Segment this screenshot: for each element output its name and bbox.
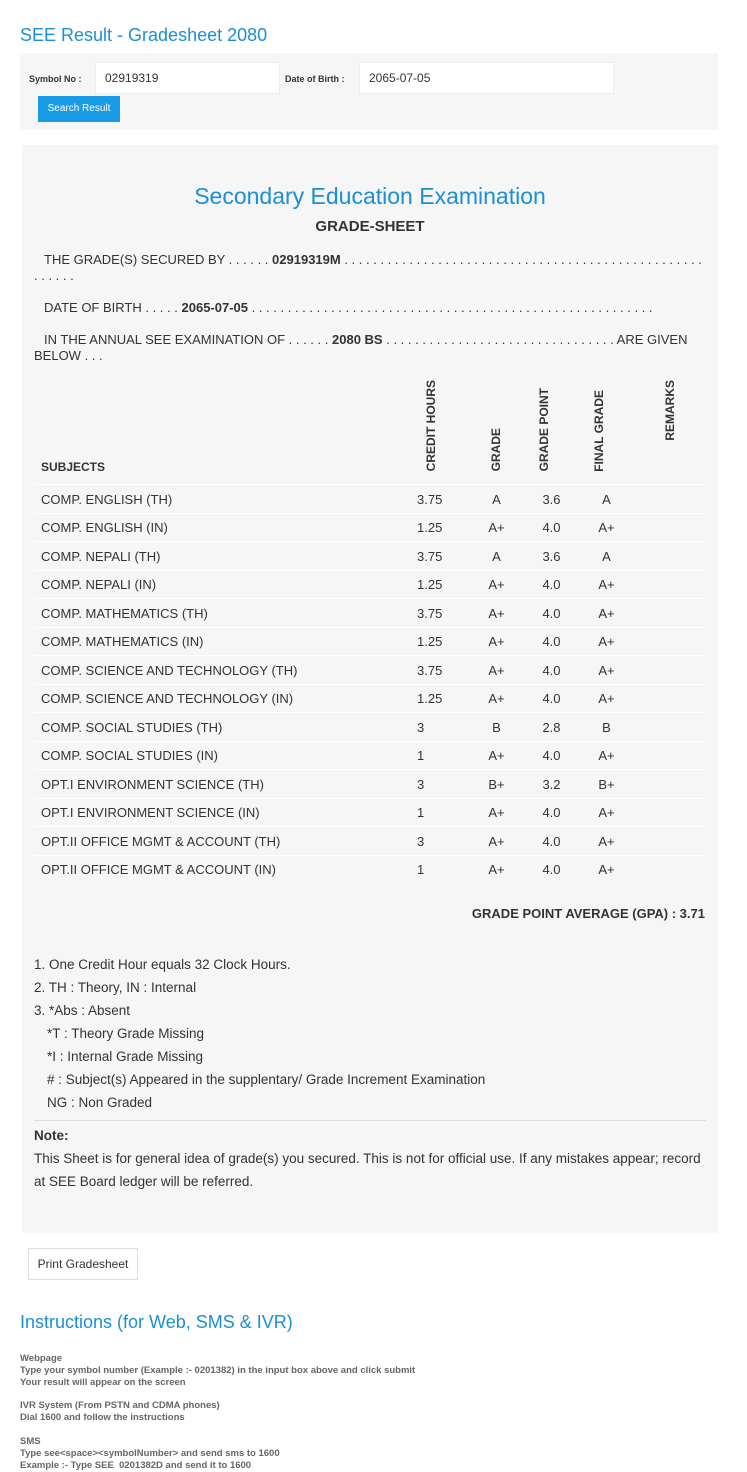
symbol-label: Symbol No : (29, 74, 82, 84)
dob-value: 2065-07-05 (181, 300, 248, 315)
instructions-sms (20, 1436, 747, 1472)
final-grade-cell: B (579, 713, 634, 742)
subject-cell: COMP. MATHEMATICS (TH) (34, 599, 409, 628)
grade-cell: A+ (469, 570, 524, 599)
final-grade-cell: A+ (579, 827, 634, 856)
search-form (20, 53, 718, 130)
table-row (34, 627, 706, 656)
table-row (34, 570, 706, 599)
subject-cell: OPT.I ENVIRONMENT SCIENCE (IN) (34, 798, 409, 827)
grade-point-cell: 4.0 (524, 741, 579, 770)
grade-cell: B (469, 713, 524, 742)
credit-cell: 3 (409, 827, 469, 856)
final-grade-cell: A+ (579, 513, 634, 542)
remarks-cell (634, 627, 706, 656)
subject-cell: COMP. ENGLISH (TH) (34, 485, 409, 514)
subject-cell: COMP. SCIENCE AND TECHNOLOGY (IN) (34, 684, 409, 713)
note-item: 3. *Abs : Absent (34, 1002, 131, 1018)
instruction-line: Dial 1600 and follow the instructions (20, 1411, 185, 1423)
remarks-cell (634, 656, 706, 685)
subject-cell: OPT.II OFFICE MGMT & ACCOUNT (TH) (34, 827, 409, 856)
grades-table (34, 376, 706, 884)
final-grade-cell: A+ (579, 798, 634, 827)
grade-cell: A+ (469, 798, 524, 827)
note-title: Note: (34, 1127, 69, 1143)
final-grade-cell: A (579, 542, 634, 571)
remarks-cell (634, 827, 706, 856)
note-item: # : Subject(s) Appeared in the supplentary/ Grade Increment Examination (47, 1071, 486, 1087)
credit-cell: 1 (409, 855, 469, 884)
note-item: 2. TH : Theory, IN : Internal (34, 979, 197, 995)
grade-point-cell: 3.6 (524, 542, 579, 571)
subject-cell: OPT.II OFFICE MGMT & ACCOUNT (IN) (34, 855, 409, 884)
grade-point-cell: 4.0 (524, 513, 579, 542)
table-row (34, 599, 706, 628)
credit-cell: 3.75 (409, 599, 469, 628)
grade-cell: A+ (469, 627, 524, 656)
grade-point-cell: 2.8 (524, 713, 579, 742)
subject-cell: COMP. NEPALI (IN) (34, 570, 409, 599)
grade-cell: A (469, 542, 524, 571)
instruction-line: Webpage (20, 1352, 63, 1364)
grade-point-cell: 4.0 (524, 684, 579, 713)
divider (34, 1120, 706, 1121)
subject-cell: COMP. MATHEMATICS (IN) (34, 627, 409, 656)
header-subjects: SUBJECTS (41, 460, 106, 475)
subject-cell: OPT.I ENVIRONMENT SCIENCE (TH) (34, 770, 409, 799)
header-credit-hours: CREDIT HOURS (424, 380, 438, 472)
remarks-cell (634, 513, 706, 542)
dob-line: DATE OF BIRTH . . . . . 2065-07-05 . . . . . . . . . . . . . . . . . . . . . . . . . . . . . . . . . . . . . . . . . . . . . . . . . . . . . . . . (44, 300, 653, 315)
dob-prefix: DATE OF BIRTH . . . . . (44, 300, 178, 315)
grade-cell: A+ (469, 656, 524, 685)
final-grade-cell: A+ (579, 570, 634, 599)
credit-cell: 1 (409, 798, 469, 827)
credit-cell: 1.25 (409, 513, 469, 542)
instruction-line: IVR System (From PSTN and CDMA phones) (20, 1399, 220, 1411)
gradesheet-card (22, 145, 718, 1233)
exam-suffix: . . . . . . . . . . . . . . . . . . . . . . . . . . . . . . . . ARE GIVEN BELOW . . . (34, 332, 688, 363)
grade-point-cell: 3.2 (524, 770, 579, 799)
note-item: 1. One Credit Hour equals 32 Clock Hours. (34, 956, 291, 972)
secured-prefix: THE GRADE(S) SECURED BY . . . . . . (44, 252, 269, 267)
grade-cell: B+ (469, 770, 524, 799)
instruction-line: Type see<space><symbolNumber> and send sms to 1600 (20, 1447, 280, 1459)
remarks-cell (634, 741, 706, 770)
subject-cell: COMP. SOCIAL STUDIES (IN) (34, 741, 409, 770)
table-row (34, 770, 706, 799)
table-row (34, 684, 706, 713)
disclaimer (34, 1124, 706, 1193)
grade-cell: A+ (469, 827, 524, 856)
instruction-line: SMS (20, 1435, 41, 1447)
final-grade-cell: A+ (579, 627, 634, 656)
final-grade-cell: A+ (579, 741, 634, 770)
remarks-cell (634, 542, 706, 571)
header-final-grade: FINAL GRADE (591, 389, 606, 472)
secured-value: 02919319M (272, 252, 341, 267)
header-grade-point: GRADE POINT (536, 388, 551, 472)
subject-cell: COMP. SOCIAL STUDIES (TH) (34, 713, 409, 742)
instruction-line: Type your symbol number (Example :- 0201382) in the input box above and click submit (20, 1364, 416, 1376)
grade-cell: A+ (469, 599, 524, 628)
final-grade-cell: A+ (579, 855, 634, 884)
remarks-cell (634, 713, 706, 742)
header-remarks: REMARKS (662, 380, 677, 441)
grade-cell: A (469, 485, 524, 514)
sheet-subtitle: GRADE-SHEET (315, 218, 425, 235)
table-row (34, 513, 706, 542)
instruction-line: Your result will appear on the screen (20, 1376, 186, 1388)
credit-cell: 1.25 (409, 684, 469, 713)
remarks-cell (634, 570, 706, 599)
exam-prefix: IN THE ANNUAL SEE EXAMINATION OF . . . . . . (44, 332, 329, 347)
table-row (34, 485, 706, 514)
subject-cell: COMP. ENGLISH (IN) (34, 513, 409, 542)
exam-line (34, 332, 706, 364)
note-item: *I : Internal Grade Missing (47, 1048, 204, 1064)
final-grade-cell: B+ (579, 770, 634, 799)
grade-point-cell: 4.0 (524, 855, 579, 884)
grade-point-cell: 4.0 (524, 656, 579, 685)
grade-point-cell: 4.0 (524, 827, 579, 856)
credit-cell: 1 (409, 741, 469, 770)
secured-by-line: THE GRADE(S) SECURED BY . . . . . . 02919319M . . . . . . . . . . . . . . . . . . . . . . . . . . . . . . . . . . . . . . . . . . . . . . . . . . . . . . . . (34, 252, 702, 283)
instructions-ivr (20, 1400, 747, 1424)
remarks-cell (634, 599, 706, 628)
credit-cell: 3.75 (409, 485, 469, 514)
legend-notes (34, 953, 706, 1114)
table-row (34, 798, 706, 827)
remarks-cell (634, 855, 706, 884)
subject-cell: COMP. NEPALI (TH) (34, 542, 409, 571)
gpa: GRADE POINT AVERAGE (GPA) : 3.71 (471, 905, 705, 921)
exam-value: 2080 BS (332, 332, 383, 347)
remarks-cell (634, 485, 706, 514)
subject-cell: COMP. SCIENCE AND TECHNOLOGY (TH) (34, 656, 409, 685)
credit-cell: 3 (409, 770, 469, 799)
table-row (34, 855, 706, 884)
credit-cell: 3 (409, 713, 469, 742)
note-item: *T : Theory Grade Missing (47, 1025, 205, 1041)
grade-point-cell: 4.0 (524, 570, 579, 599)
table-row (34, 542, 706, 571)
note-text: This Sheet is for general idea of grade(s) you secured. This is not for official use. If any mistakes appear; record at SEE Board ledger will be referred. (34, 1150, 701, 1189)
grade-cell: A+ (469, 513, 524, 542)
remarks-cell (634, 770, 706, 799)
search-result-button[interactable]: Search Result (38, 96, 120, 122)
credit-cell: 3.75 (409, 656, 469, 685)
table-row (34, 713, 706, 742)
table-row (34, 741, 706, 770)
grade-cell: A+ (469, 855, 524, 884)
grade-point-cell: 4.0 (524, 599, 579, 628)
table-row (34, 827, 706, 856)
grade-point-cell: 4.0 (524, 627, 579, 656)
credit-cell: 1.25 (409, 570, 469, 599)
symbol-input[interactable]: 02919319 (95, 62, 280, 94)
sheet-title: Secondary Education Examination (194, 183, 546, 209)
instruction-line: Example :- Type SEE 0201382D and send it to 1600 (20, 1459, 252, 1471)
remarks-cell (634, 798, 706, 827)
grade-point-cell: 3.6 (524, 485, 579, 514)
final-grade-cell: A (579, 485, 634, 514)
dob-input[interactable]: 2065-07-05 (359, 62, 614, 94)
final-grade-cell: A+ (579, 656, 634, 685)
remarks-cell (634, 684, 706, 713)
grade-cell: A+ (469, 684, 524, 713)
print-gradesheet-button[interactable]: Print Gradesheet (28, 1248, 138, 1280)
grade-point-cell: 4.0 (524, 798, 579, 827)
instructions-title: Instructions (for Web, SMS & IVR) (20, 1311, 293, 1332)
instructions-web (20, 1353, 747, 1389)
credit-cell: 1.25 (409, 627, 469, 656)
dob-label: Date of Birth : (285, 74, 345, 84)
credit-cell: 3.75 (409, 542, 469, 571)
header-grade: GRADE (489, 428, 503, 472)
note-item: NG : Non Graded (47, 1094, 153, 1110)
page-title: SEE Result - Gradesheet 2080 (20, 25, 268, 45)
table-row (34, 656, 706, 685)
final-grade-cell: A+ (579, 684, 634, 713)
grade-cell: A+ (469, 741, 524, 770)
final-grade-cell: A+ (579, 599, 634, 628)
